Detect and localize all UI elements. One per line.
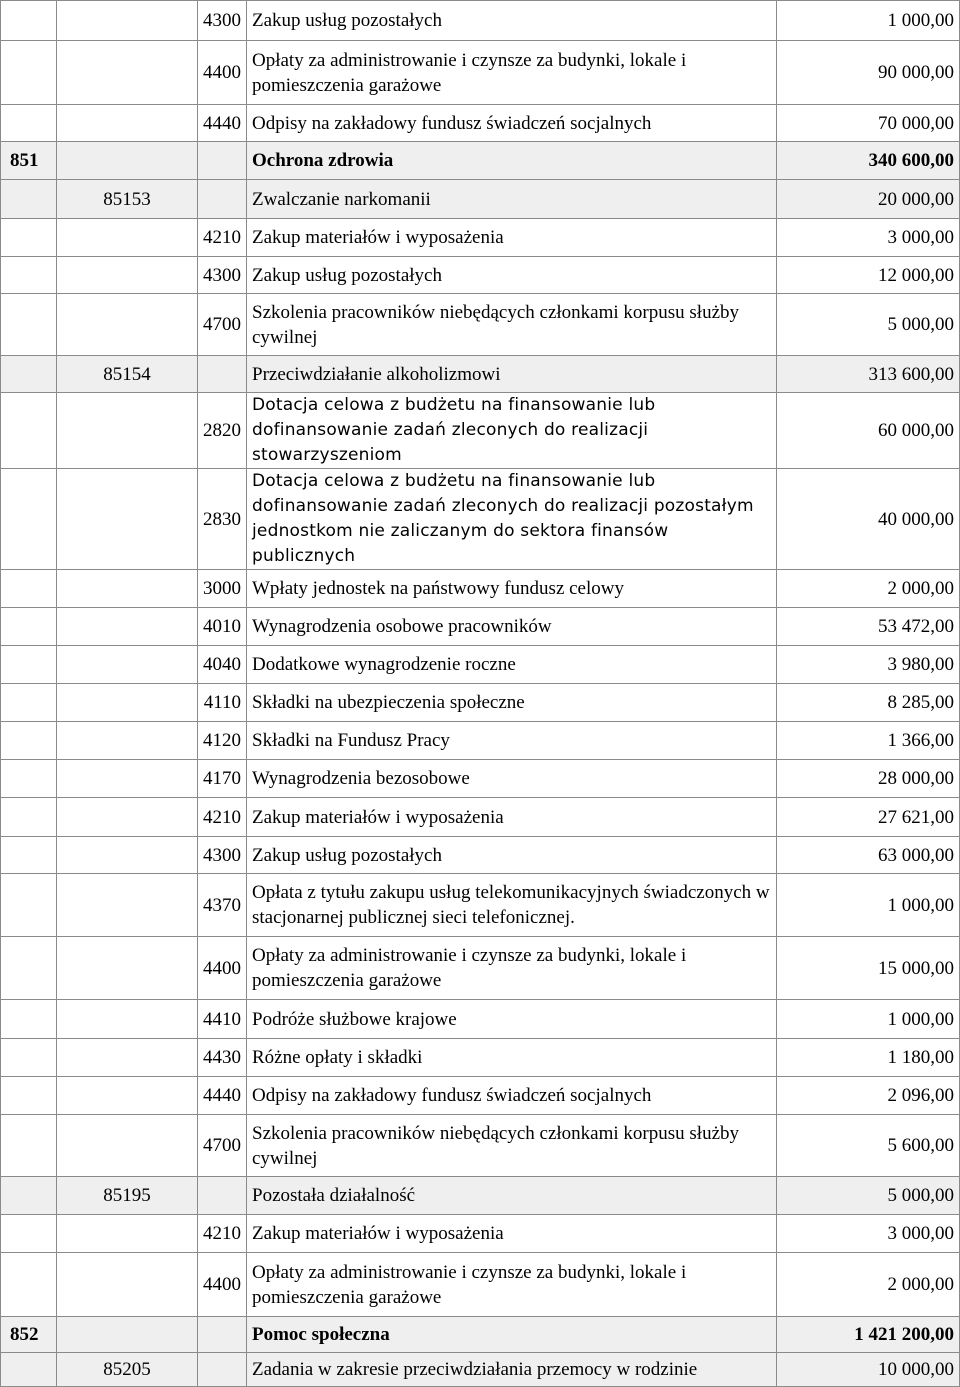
rozdzial-cell bbox=[57, 469, 198, 570]
paragraf-row bbox=[1, 1039, 960, 1077]
rozdzial-cell bbox=[57, 1077, 198, 1115]
paragraf-row bbox=[1, 393, 960, 469]
paragraf-row bbox=[1, 257, 960, 294]
dzial-cell bbox=[1, 180, 57, 219]
amount-cell: 5 000,00 bbox=[777, 1177, 960, 1215]
amount-cell: 2 096,00 bbox=[777, 1077, 960, 1115]
dzial-cell bbox=[1, 219, 57, 257]
rozdzial-cell bbox=[57, 219, 198, 257]
rozdzial-cell bbox=[57, 41, 198, 105]
rozdzial-cell bbox=[57, 1, 198, 41]
description-cell: Dodatkowe wynagrodzenie roczne bbox=[247, 646, 777, 684]
description-cell: Zadania w zakresie przeciwdziałania przemocy w rodzinie bbox=[247, 1353, 777, 1387]
paragraf-cell: 4010 bbox=[198, 608, 247, 646]
amount-cell: 2 000,00 bbox=[777, 570, 960, 608]
dzial-cell bbox=[1, 1115, 57, 1177]
amount-cell: 5 600,00 bbox=[777, 1115, 960, 1177]
amount-cell: 1 366,00 bbox=[777, 722, 960, 760]
paragraf-cell: 4300 bbox=[198, 257, 247, 294]
paragraf-cell bbox=[198, 1177, 247, 1215]
rozdzial-cell bbox=[57, 1115, 198, 1177]
dzial-cell: 852 bbox=[1, 1317, 57, 1353]
rozdzial-cell bbox=[57, 570, 198, 608]
description-cell: Opłaty za administrowanie i czynsze za budynki, lokale i pomieszczenia garażowe bbox=[247, 937, 777, 1000]
rozdzial-row bbox=[1, 1177, 960, 1215]
amount-cell: 27 621,00 bbox=[777, 798, 960, 837]
rozdzial-cell bbox=[57, 393, 198, 469]
paragraf-row bbox=[1, 874, 960, 937]
paragraf-row bbox=[1, 608, 960, 646]
paragraf-cell: 4120 bbox=[198, 722, 247, 760]
paragraf-row bbox=[1, 570, 960, 608]
description-cell: Opłata z tytułu zakupu usług telekomunikacyjnych świadczonych w stacjonarnej publicznej sieci telefonicznej. bbox=[247, 874, 777, 937]
dzial-cell bbox=[1, 837, 57, 874]
amount-cell: 1 000,00 bbox=[777, 1000, 960, 1039]
paragraf-row bbox=[1, 1215, 960, 1253]
rozdzial-cell bbox=[57, 937, 198, 1000]
paragraf-cell: 2830 bbox=[198, 469, 247, 570]
description-cell: Szkolenia pracowników niebędących członkami korpusu służby cywilnej bbox=[247, 294, 777, 356]
paragraf-row bbox=[1, 469, 960, 570]
rozdzial-cell bbox=[57, 1253, 198, 1317]
dzial-cell bbox=[1, 570, 57, 608]
paragraf-cell: 4700 bbox=[198, 294, 247, 356]
dzial-cell bbox=[1, 1000, 57, 1039]
paragraf-row bbox=[1, 1077, 960, 1115]
description-cell: Zakup usług pozostałych bbox=[247, 837, 777, 874]
amount-cell: 3 000,00 bbox=[777, 1215, 960, 1253]
description-cell: Dotacja celowa z budżetu na finansowanie lub dofinansowanie zadań zleconych do realizacji pozostałym jednostkom nie zaliczanym do sektora finansów publicznych bbox=[247, 469, 777, 570]
rozdzial-cell bbox=[57, 646, 198, 684]
amount-cell: 70 000,00 bbox=[777, 105, 960, 142]
paragraf-row bbox=[1, 41, 960, 105]
paragraf-row bbox=[1, 1115, 960, 1177]
amount-cell: 1 000,00 bbox=[777, 1, 960, 41]
rozdzial-cell bbox=[57, 294, 198, 356]
paragraf-cell: 4400 bbox=[198, 41, 247, 105]
paragraf-row bbox=[1, 294, 960, 356]
dzial-cell bbox=[1, 1253, 57, 1317]
paragraf-row bbox=[1, 1, 960, 41]
description-cell: Zakup materiałów i wyposażenia bbox=[247, 798, 777, 837]
description-cell: Zakup materiałów i wyposażenia bbox=[247, 1215, 777, 1253]
description-cell: Ochrona zdrowia bbox=[247, 142, 777, 180]
description-cell: Składki na Fundusz Pracy bbox=[247, 722, 777, 760]
dzial-cell: 851 bbox=[1, 142, 57, 180]
paragraf-cell bbox=[198, 1317, 247, 1353]
amount-cell: 90 000,00 bbox=[777, 41, 960, 105]
description-cell: Odpisy na zakładowy fundusz świadczeń socjalnych bbox=[247, 1077, 777, 1115]
rozdzial-cell bbox=[57, 1000, 198, 1039]
paragraf-cell: 4300 bbox=[198, 1, 247, 41]
paragraf-cell: 4430 bbox=[198, 1039, 247, 1077]
paragraf-row bbox=[1, 1253, 960, 1317]
rozdzial-cell bbox=[57, 105, 198, 142]
description-cell: Opłaty za administrowanie i czynsze za budynki, lokale i pomieszczenia garażowe bbox=[247, 1253, 777, 1317]
paragraf-row bbox=[1, 837, 960, 874]
description-cell: Wpłaty jednostek na państwowy fundusz celowy bbox=[247, 570, 777, 608]
paragraf-cell: 4370 bbox=[198, 874, 247, 937]
amount-cell: 10 000,00 bbox=[777, 1353, 960, 1387]
dzial-cell bbox=[1, 722, 57, 760]
paragraf-row bbox=[1, 722, 960, 760]
amount-cell: 5 000,00 bbox=[777, 294, 960, 356]
description-cell: Wynagrodzenia bezosobowe bbox=[247, 760, 777, 798]
dzial-row bbox=[1, 142, 960, 180]
description-cell: Zwalczanie narkomanii bbox=[247, 180, 777, 219]
amount-cell: 63 000,00 bbox=[777, 837, 960, 874]
description-cell: Pozostała działalność bbox=[247, 1177, 777, 1215]
rozdzial-row bbox=[1, 1353, 960, 1387]
paragraf-cell bbox=[198, 142, 247, 180]
description-cell: Przeciwdziałanie alkoholizmowi bbox=[247, 356, 777, 393]
paragraf-row bbox=[1, 646, 960, 684]
paragraf-cell bbox=[198, 1353, 247, 1387]
amount-cell: 53 472,00 bbox=[777, 608, 960, 646]
paragraf-cell: 4170 bbox=[198, 760, 247, 798]
rozdzial-cell: 85154 bbox=[57, 356, 198, 393]
paragraf-cell: 4210 bbox=[198, 1215, 247, 1253]
paragraf-row bbox=[1, 219, 960, 257]
dzial-cell bbox=[1, 874, 57, 937]
dzial-cell bbox=[1, 294, 57, 356]
amount-cell: 15 000,00 bbox=[777, 937, 960, 1000]
description-cell: Zakup materiałów i wyposażenia bbox=[247, 219, 777, 257]
description-cell: Wynagrodzenia osobowe pracowników bbox=[247, 608, 777, 646]
paragraf-cell: 4700 bbox=[198, 1115, 247, 1177]
paragraf-cell: 4400 bbox=[198, 937, 247, 1000]
amount-cell: 3 000,00 bbox=[777, 219, 960, 257]
budget-table-body bbox=[1, 1, 960, 1387]
dzial-cell bbox=[1, 760, 57, 798]
rozdzial-cell bbox=[57, 257, 198, 294]
paragraf-row bbox=[1, 684, 960, 722]
dzial-cell bbox=[1, 1353, 57, 1387]
paragraf-cell: 4110 bbox=[198, 684, 247, 722]
paragraf-cell: 4410 bbox=[198, 1000, 247, 1039]
paragraf-cell: 4440 bbox=[198, 105, 247, 142]
paragraf-cell: 2820 bbox=[198, 393, 247, 469]
amount-cell: 60 000,00 bbox=[777, 393, 960, 469]
paragraf-row bbox=[1, 105, 960, 142]
paragraf-cell: 4210 bbox=[198, 798, 247, 837]
rozdzial-row bbox=[1, 180, 960, 219]
amount-cell: 1 000,00 bbox=[777, 874, 960, 937]
description-cell: Odpisy na zakładowy fundusz świadczeń socjalnych bbox=[247, 105, 777, 142]
amount-cell: 313 600,00 bbox=[777, 356, 960, 393]
dzial-cell bbox=[1, 257, 57, 294]
paragraf-row bbox=[1, 1000, 960, 1039]
rozdzial-cell bbox=[57, 608, 198, 646]
dzial-cell bbox=[1, 1, 57, 41]
paragraf-cell bbox=[198, 180, 247, 219]
description-cell: Opłaty za administrowanie i czynsze za budynki, lokale i pomieszczenia garażowe bbox=[247, 41, 777, 105]
paragraf-row bbox=[1, 937, 960, 1000]
dzial-row bbox=[1, 1317, 960, 1353]
description-cell: Zakup usług pozostałych bbox=[247, 257, 777, 294]
dzial-cell bbox=[1, 41, 57, 105]
rozdzial-row bbox=[1, 356, 960, 393]
paragraf-cell bbox=[198, 356, 247, 393]
rozdzial-cell bbox=[57, 722, 198, 760]
description-cell: Pomoc społeczna bbox=[247, 1317, 777, 1353]
rozdzial-cell bbox=[57, 874, 198, 937]
dzial-cell bbox=[1, 1215, 57, 1253]
rozdzial-cell: 85153 bbox=[57, 180, 198, 219]
dzial-cell bbox=[1, 1077, 57, 1115]
rozdzial-cell bbox=[57, 760, 198, 798]
amount-cell: 20 000,00 bbox=[777, 180, 960, 219]
dzial-cell bbox=[1, 684, 57, 722]
description-cell: Szkolenia pracowników niebędących członkami korpusu służby cywilnej bbox=[247, 1115, 777, 1177]
paragraf-cell: 4400 bbox=[198, 1253, 247, 1317]
dzial-cell bbox=[1, 469, 57, 570]
rozdzial-cell bbox=[57, 684, 198, 722]
paragraf-cell: 4210 bbox=[198, 219, 247, 257]
paragraf-cell: 3000 bbox=[198, 570, 247, 608]
dzial-cell bbox=[1, 608, 57, 646]
rozdzial-cell bbox=[57, 142, 198, 180]
amount-cell: 8 285,00 bbox=[777, 684, 960, 722]
dzial-cell bbox=[1, 798, 57, 837]
amount-cell: 12 000,00 bbox=[777, 257, 960, 294]
paragraf-row bbox=[1, 798, 960, 837]
dzial-cell bbox=[1, 1039, 57, 1077]
amount-cell: 2 000,00 bbox=[777, 1253, 960, 1317]
dzial-cell bbox=[1, 393, 57, 469]
dzial-cell bbox=[1, 1177, 57, 1215]
rozdzial-cell: 85205 bbox=[57, 1353, 198, 1387]
rozdzial-cell bbox=[57, 1215, 198, 1253]
dzial-cell bbox=[1, 105, 57, 142]
amount-cell: 40 000,00 bbox=[777, 469, 960, 570]
description-cell: Składki na ubezpieczenia społeczne bbox=[247, 684, 777, 722]
rozdzial-cell bbox=[57, 798, 198, 837]
dzial-cell bbox=[1, 356, 57, 393]
amount-cell: 3 980,00 bbox=[777, 646, 960, 684]
amount-cell: 340 600,00 bbox=[777, 142, 960, 180]
amount-cell: 28 000,00 bbox=[777, 760, 960, 798]
rozdzial-cell: 85195 bbox=[57, 1177, 198, 1215]
rozdzial-cell bbox=[57, 1039, 198, 1077]
dzial-cell bbox=[1, 937, 57, 1000]
paragraf-row bbox=[1, 760, 960, 798]
dzial-cell bbox=[1, 646, 57, 684]
description-cell: Podróże służbowe krajowe bbox=[247, 1000, 777, 1039]
amount-cell: 1 180,00 bbox=[777, 1039, 960, 1077]
description-cell: Różne opłaty i składki bbox=[247, 1039, 777, 1077]
rozdzial-cell bbox=[57, 837, 198, 874]
paragraf-cell: 4440 bbox=[198, 1077, 247, 1115]
description-cell: Zakup usług pozostałych bbox=[247, 1, 777, 41]
rozdzial-cell bbox=[57, 1317, 198, 1353]
paragraf-cell: 4300 bbox=[198, 837, 247, 874]
paragraf-cell: 4040 bbox=[198, 646, 247, 684]
amount-cell: 1 421 200,00 bbox=[777, 1317, 960, 1353]
description-cell: Dotacja celowa z budżetu na finansowanie lub dofinansowanie zadań zleconych do realizacji stowarzyszeniom bbox=[247, 393, 777, 469]
